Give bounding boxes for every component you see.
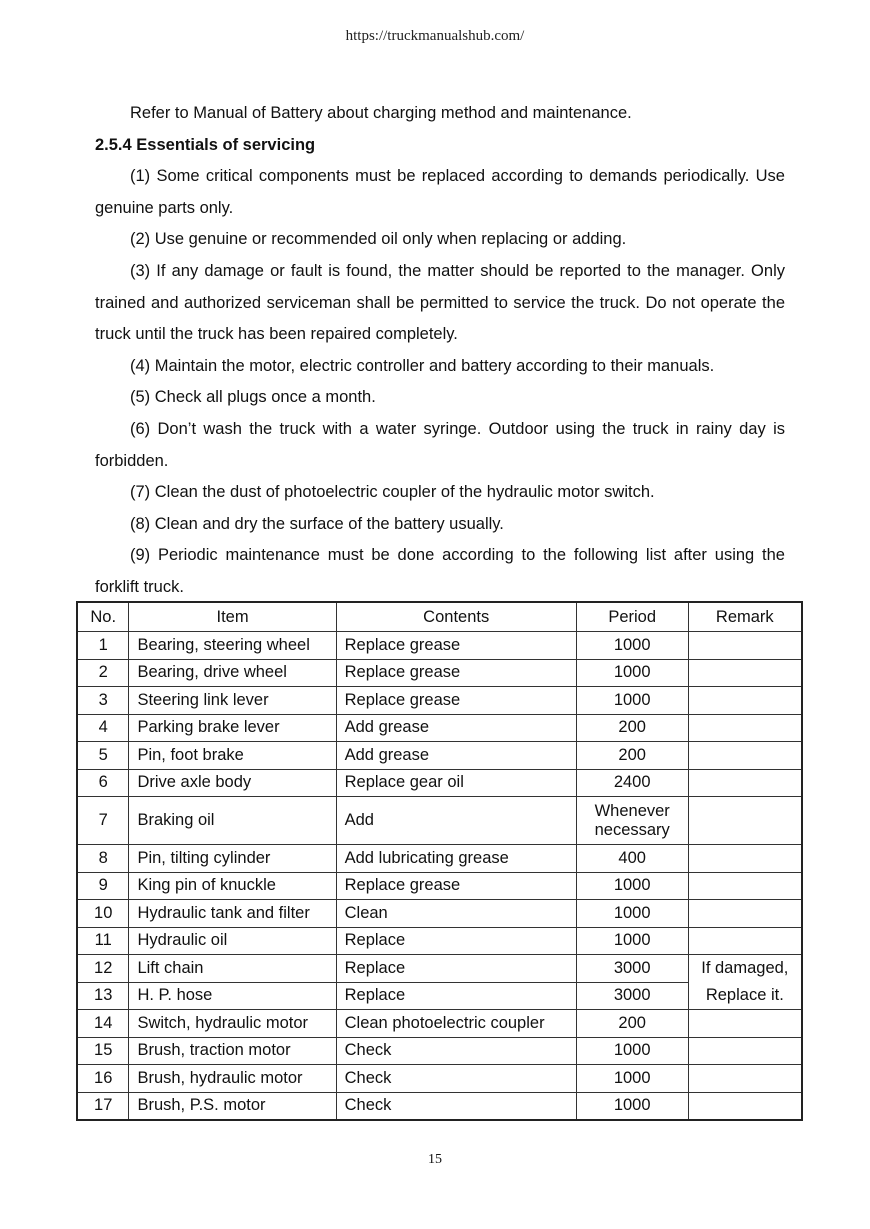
cell-item: Lift chain [129, 955, 336, 983]
cell-contents: Replace [336, 927, 576, 955]
cell-contents: Replace [336, 982, 576, 1010]
table-row [77, 632, 802, 660]
cell-contents: Replace gear oil [336, 769, 576, 797]
servicing-item-1: (1) Some critical components must be replaced according to demands periodically. Use genuine parts only. [95, 167, 785, 217]
cell-period: 2400 [576, 769, 688, 797]
cell-period: 1000 [576, 927, 688, 955]
cell-no: 16 [77, 1065, 129, 1093]
period-line-1: Whenever [594, 801, 670, 820]
cell-remark [688, 742, 802, 770]
cell-remark [688, 659, 802, 687]
table-header-row [77, 602, 802, 632]
cell-period: 1000 [576, 659, 688, 687]
header-no: No. [77, 602, 129, 632]
remark-line-1: If damaged, [701, 959, 789, 977]
table-row [77, 714, 802, 742]
cell-period: 1000 [576, 1092, 688, 1120]
table-row [77, 872, 802, 900]
cell-period: 200 [576, 742, 688, 770]
section-heading: 2.5.4 Essentials of servicing [95, 135, 316, 154]
cell-no: 8 [77, 845, 129, 873]
cell-remark [688, 1092, 802, 1120]
cell-period: 200 [576, 714, 688, 742]
cell-no: 9 [77, 872, 129, 900]
cell-item: King pin of knuckle [129, 872, 336, 900]
table-row [77, 900, 802, 928]
table-row [77, 1065, 802, 1093]
cell-contents: Add [336, 797, 576, 845]
cell-remark [688, 769, 802, 797]
cell-remark [688, 1010, 802, 1038]
header-contents: Contents [336, 602, 576, 632]
servicing-item-6: (6) Don’t wash the truck with a water syringe. Outdoor using the truck in rainy day is forbidden. [95, 419, 785, 470]
cell-period: 1000 [576, 632, 688, 660]
table-row [77, 845, 802, 873]
cell-remark [688, 927, 802, 955]
table-row [77, 742, 802, 770]
cell-item: H. P. hose [129, 982, 336, 1010]
table-row [77, 797, 802, 845]
intro-paragraph: Refer to Manual of Battery about charging method and maintenance. [130, 104, 632, 122]
cell-contents: Add grease [336, 742, 576, 770]
cell-period: 1000 [576, 687, 688, 715]
cell-item: Pin, foot brake [129, 742, 336, 770]
cell-contents: Replace grease [336, 872, 576, 900]
cell-no: 4 [77, 714, 129, 742]
cell-contents: Replace grease [336, 687, 576, 715]
table-row [77, 687, 802, 715]
cell-item: Braking oil [129, 797, 336, 845]
table-row [77, 1010, 802, 1038]
cell-contents: Clean [336, 900, 576, 928]
servicing-item-5: (5) Check all plugs once a month. [130, 388, 376, 407]
header-remark: Remark [688, 602, 802, 632]
cell-remark [688, 1037, 802, 1065]
cell-contents: Replace grease [336, 659, 576, 687]
servicing-item-7: (7) Clean the dust of photoelectric coupler of the hydraulic motor switch. [130, 483, 655, 502]
cell-no: 12 [77, 955, 129, 983]
table-row [77, 927, 802, 955]
cell-item: Steering link lever [129, 687, 336, 715]
cell-remark [688, 632, 802, 660]
cell-no: 14 [77, 1010, 129, 1038]
cell-remark [688, 1065, 802, 1093]
cell-contents: Clean photoelectric coupler [336, 1010, 576, 1038]
header-url[interactable]: https://truckmanualshub.com/ [345, 28, 525, 44]
cell-item: Parking brake lever [129, 714, 336, 742]
cell-no: 13 [77, 982, 129, 1010]
servicing-item-2: (2) Use genuine or recommended oil only when replacing or adding. [130, 230, 627, 249]
cell-period: 1000 [576, 900, 688, 928]
cell-item: Brush, traction motor [129, 1037, 336, 1065]
cell-contents: Add grease [336, 714, 576, 742]
table-row [77, 769, 802, 797]
cell-item: Brush, P.S. motor [129, 1092, 336, 1120]
cell-remark [688, 797, 802, 845]
cell-item: Drive axle body [129, 769, 336, 797]
header-period: Period [576, 602, 688, 632]
table-row [77, 659, 802, 687]
period-line-2: necessary [594, 820, 670, 839]
cell-period: 400 [576, 845, 688, 873]
cell-period: 3000 [576, 982, 688, 1010]
cell-item: Hydraulic tank and filter [129, 900, 336, 928]
cell-contents: Check [336, 1092, 576, 1120]
cell-remark [688, 714, 802, 742]
cell-contents: Add lubricating grease [336, 845, 576, 873]
cell-contents: Check [336, 1065, 576, 1093]
maintenance-table [76, 601, 803, 1121]
cell-remark [688, 900, 802, 928]
cell-item: Switch, hydraulic motor [129, 1010, 336, 1038]
cell-no: 10 [77, 900, 129, 928]
cell-no: 11 [77, 927, 129, 955]
table-row [77, 1092, 802, 1120]
cell-no: 1 [77, 632, 129, 660]
cell-no: 3 [77, 687, 129, 715]
cell-item: Bearing, drive wheel [129, 659, 336, 687]
cell-item: Bearing, steering wheel [129, 632, 336, 660]
servicing-item-8: (8) Clean and dry the surface of the battery usually. [130, 514, 504, 533]
remark-line-2: Replace it. [705, 986, 784, 1004]
cell-item: Brush, hydraulic motor [129, 1065, 336, 1093]
cell-contents: Replace grease [336, 632, 576, 660]
table-row [77, 955, 802, 983]
cell-no: 7 [77, 797, 129, 845]
table-row [77, 1037, 802, 1065]
servicing-item-4: (4) Maintain the motor, electric controller and battery according to their manuals. [130, 356, 715, 375]
body-text [95, 98, 785, 604]
cell-no: 2 [77, 659, 129, 687]
cell-contents: Replace [336, 955, 576, 983]
cell-remark [688, 687, 802, 715]
cell-period: 3000 [576, 955, 688, 983]
cell-no: 17 [77, 1092, 129, 1120]
cell-period: 1000 [576, 1037, 688, 1065]
cell-item: Hydraulic oil [129, 927, 336, 955]
cell-contents: Check [336, 1037, 576, 1065]
cell-period [576, 797, 688, 845]
page-number: 15 [428, 1152, 442, 1167]
cell-remark-merged [688, 955, 802, 1010]
cell-item: Pin, tilting cylinder [129, 845, 336, 873]
cell-no: 6 [77, 769, 129, 797]
servicing-item-3: (3) If any damage or fault is found, the matter should be reported to the manager. Only trained and authorized serviceman shall be permitted to service the truck. Do not operate the truck until the truck has been repaired completely. [95, 261, 785, 344]
header-item: Item [129, 602, 336, 632]
cell-remark [688, 845, 802, 873]
cell-period: 1000 [576, 1065, 688, 1093]
cell-period: 1000 [576, 872, 688, 900]
cell-no: 15 [77, 1037, 129, 1065]
cell-remark [688, 872, 802, 900]
servicing-item-9: (9) Periodic maintenance must be done according to the following list after using the forklift truck. [95, 546, 785, 596]
cell-no: 5 [77, 742, 129, 770]
cell-period: 200 [576, 1010, 688, 1038]
